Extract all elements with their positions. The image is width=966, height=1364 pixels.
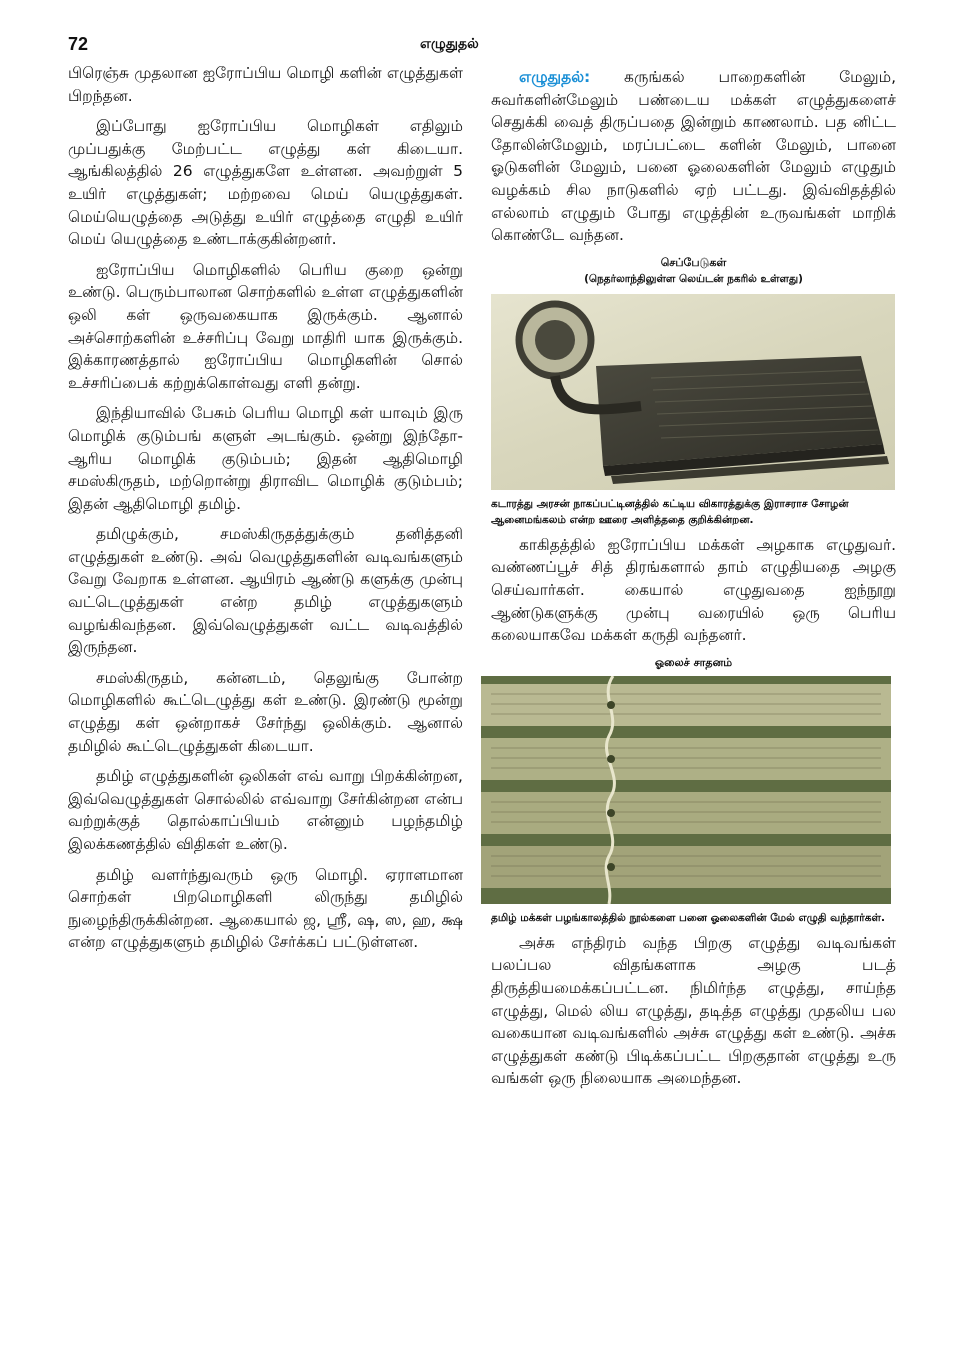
right-paragraph-2: காகிதத்தில் ஐரோப்பிய மக்கள் அழகாக எழுதுவர். வண்ணப்பூச் சித் திரங்களால் தாம் எழுதியதை அழகு செய்வார்கள். கையால் எழுதுவதை ஐந்நூறு ஆண்டுகளுக்கு முன்பு வரையில் ஒரு பெரிய கலையாகவே மக்கள் கருதி வந்தனர். bbox=[491, 535, 896, 645]
running-title: எழுதுதல் bbox=[420, 36, 479, 52]
leaf-hole bbox=[607, 701, 615, 709]
right-intro-paragraph bbox=[491, 66, 896, 247]
palm-leaf-illustration bbox=[481, 676, 891, 904]
page-number: 72 bbox=[68, 34, 89, 54]
palm-leaf-manuscript-photo bbox=[481, 676, 891, 904]
section-keyword: எழுதுதல்: bbox=[519, 68, 591, 86]
copper-plates-illustration bbox=[491, 294, 895, 490]
figure2-caption: தமிழ் மக்கள் பழங்காலத்தில் நூல்களை பனை ஓலைகளின் மேல் எழுதி வந்தார்கள். bbox=[491, 911, 885, 924]
left-paragraph-7: தமிழ் எழுத்துகளின் ஒலிகள் எவ் வாறு பிறக்கின்றன, இவ்வெழுத்துகள் சொல்லில் எவ்வாறு சேர்கின்றன என்ப வற்றுக்குத் தொல்காப்பியம் என்னும் பழந்தமிழ் இலக்கணத்தில் விதிகள் உண்டு. bbox=[68, 767, 463, 853]
left-paragraph-6: சமஸ்கிருதம், கன்னடம், தெலுங்கு போன்ற மொழிகளில் கூட்டெழுத்து கள் உண்டு. இரண்டு மூன்று எழுத்து கள் ஒன்றாகச் சேர்ந்து ஒலிக்கும். ஆனால் தமிழில் கூட்டெழுத்துகள் கிடையா. bbox=[68, 668, 463, 755]
figure2-title: ஓலைச் சாதனம் bbox=[654, 655, 733, 669]
left-paragraph-1: பிரெஞ்சு முதலான ஐரோப்பிய மொழி களின் எழுத்துகள் பிறந்தன. bbox=[68, 64, 463, 105]
figure1-subtitle: (நெதர்லாந்திலுள்ள லெய்டன் நகரில் உள்ளது) bbox=[584, 272, 803, 285]
figure1-title: செப்பேடுகள் bbox=[660, 255, 727, 269]
seal-ring bbox=[519, 304, 591, 376]
leaf-hole bbox=[607, 863, 615, 871]
left-paragraph-8: தமிழ் வளர்ந்துவரும் ஒரு மொழி. ஏராளமான சொற்கள் பிறமொழிகளி லிருந்து தமிழில் நுழைந்திருக்கின்றன. ஆகையால் ஜ, ஸ்ரீ, ஷ, ஸ, ஹ, க்ஷ என்ற எழுத்துகளும் தமிழில் சேர்க்கப் பட்டுள்ளன. bbox=[68, 865, 463, 952]
left-paragraph-2: இப்போது ஐரோப்பிய மொழிகள் எதிலும் முப்பதுக்கு மேற்பட்ட எழுத்து கள் கிடையா. ஆங்கிலத்தில் 26 எழுத்துகளே உள்ளன. அவற்றுள் 5 உயிர் எழுத்துகள்; மற்றவை மெய் யெழுத்துகள். மெய்யெழுத்தை அடுத்து உயிர் எழுத்தை எழுதி உயிர் மெய் யெழுத்தை உண்டாக்குகின்றனர். bbox=[68, 117, 463, 249]
leaf-hole bbox=[607, 809, 615, 817]
copper-plates-photo bbox=[491, 294, 895, 490]
left-paragraph-5: தமிழுக்கும், சமஸ்கிருதத்துக்கும் தனித்தனி எழுத்துகள் உண்டு. அவ் வெழுத்துகளின் வடிவங்களும் வேறு வேறாக உள்ளன. ஆயிரம் ஆண்டு களுக்கு முன்பு வட்டெழுத்துகள் என்ற தமிழ் எழுத்துகளும் வழங்கிவந்தன. இவ்வெழுத்துகள் வட்ட வடிவத்தில் இருந்தன. bbox=[68, 525, 463, 657]
left-paragraph-3: ஐரோப்பிய மொழிகளில் பெரிய குறை ஒன்று உண்டு. பெரும்பாலான சொற்களில் உள்ள எழுத்துகளின் ஒலி கள் ஒருவகையாக இருக்கும். ஆனால் அச்சொற்களின் உச்சரிப்பு வேறு மாதிரி யாக இருக்கும். இக்காரணத்தால் ஐரோப்பிய மொழிகளின் சொல் உச்சரிப்பைக் கற்றுக்கொள்வது எளி தன்று. bbox=[68, 260, 463, 392]
left-column bbox=[68, 62, 463, 962]
figure1-caption: கடாரத்து அரசன் நாகப்பட்டினத்தில் கட்டிய விகாரத்துக்கு இராசராச சோழன் ஆனைமங்கலம் என்ற ஊரை அளித்ததை குறிக்கின்றன. bbox=[491, 497, 849, 526]
right-paragraph-3: அச்சு எந்திரம் வந்த பிறகு எழுத்து வடிவங்கள் பலப்பல விதங்களாக அழகு படத் திருத்தியமைக்கப்பட்டன. நிமிர்ந்த எழுத்து, சாய்ந்த எழுத்து, மெல் லிய எழுத்து, தடித்த எழுத்து முதலிய பல வகையான வடிவங்களில் அச்சு எழுத்து கள் உண்டு. அச்சு எழுத்துகள் கண்டு பிடிக்கப்பட்ட பிறகுதான் எழுத்து உரு வங்கள் ஒரு நிலையாக அமைந்தன. bbox=[491, 933, 896, 1088]
intro-text: கருங்கல் பாறைகளின் மேலும், சுவர்களின்மேலும் பண்டைய மக்கள் எழுத்துகளைச் செதுக்கி வைத் திருப்பதை இன்றும் காணலாம். பத னிட்ட தோலின்மேலும், மரப்பட்டை களின் மேலும், பானை ஓடுகளின் மேலும், பனை ஓலைகளின் மேலும் எழுதும் வழக்கம் சில நாடுகளில் ஏற் பட்டது. இவ்விதத்தில் எல்லாம் எழுதும் போது எழுத்தின் உருவங்கள் மாறிக் கொண்டே வந்தன. bbox=[491, 68, 896, 245]
leaf-hole bbox=[607, 755, 615, 763]
left-paragraph-4: இந்தியாவில் பேசும் பெரிய மொழி கள் யாவும் இரு மொழிக் குடும்பங் களுள் அடங்கும். ஒன்று இந்தோ-ஆரிய மொழிக் குடும்பம்; இதன் ஆதிமொழி சமஸ்கிருதம், மற்றொன்று திராவிட மொழிக் குடும்பம்; இதன் ஆதிமொழி தமிழ். bbox=[68, 404, 463, 513]
right-column bbox=[491, 66, 896, 1098]
